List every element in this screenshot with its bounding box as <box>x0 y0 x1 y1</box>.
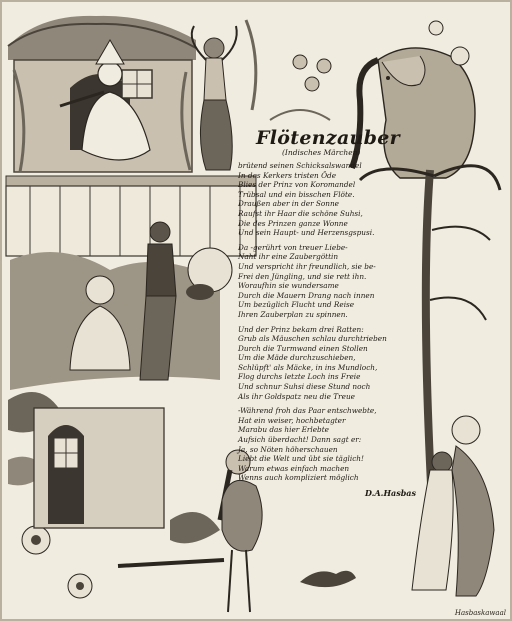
prince-tower-scene <box>8 16 196 172</box>
poem-line: Warum etwas einfach machen <box>238 463 350 473</box>
stanza-4 <box>238 406 438 483</box>
poem-line: Durch die Mauern Drang nach innen <box>238 290 375 300</box>
artist-signature: Hasbaskawaal <box>454 609 506 617</box>
poem-line: Und der Prinz bekam drei Ratten: <box>238 324 364 334</box>
balcony-railing <box>6 176 256 256</box>
poem-block <box>238 128 438 548</box>
dancing-girl <box>192 26 237 170</box>
small-bird <box>300 571 356 587</box>
poem-signature: D.A.Hasbas <box>365 488 416 498</box>
poem-line: Grub als Mäuschen schlau durchtrieben <box>238 334 387 344</box>
poem-line: Naht ihr eine Zaubergöttin <box>238 252 339 262</box>
poem-subtitle: (Indisches Märchen) <box>282 148 361 157</box>
poem-line: Liebt die Welt und übt sie täglich! <box>238 454 364 464</box>
poem-line: Frei den Jüngling, und sie rett ihn. <box>238 271 367 281</box>
poem-line: Durch die Turmwand einen Stollen <box>238 343 368 353</box>
stanza-2 <box>238 243 438 320</box>
poem-line: Um bezüglich Flucht und Reise <box>238 300 355 310</box>
poem-line: Blies der Prinz von Koromandel <box>238 180 356 190</box>
poem-line: Und sein Haupt- und Herzensgspusi. <box>238 228 375 238</box>
flute <box>118 560 224 566</box>
poem-line: Flog durchs letzte Loch ins Freie <box>238 372 361 382</box>
poem-line: Marabu das hier Erlebte <box>238 425 329 435</box>
stanza-1 <box>238 161 438 238</box>
poem-line: brütend seinen Schicksalswandel <box>238 161 362 170</box>
poem-line: Ja, so Nöten höherschauen <box>238 444 338 454</box>
stanza-3 <box>238 325 438 402</box>
poem-line: Da -gerührt von treuer Liebe- <box>238 242 348 252</box>
poem-line: Draußen aber in der Sonne <box>238 199 340 209</box>
poem-line: Wenns auch kompliziert möglich <box>238 473 359 483</box>
poem-title: Flötenzauber <box>256 127 400 149</box>
poem-line: In des Kerkers tristen Öde <box>238 170 337 180</box>
poem-line: Raufst ihr Haar die schöne Suhsi, <box>238 208 363 218</box>
poem-line: Woraufhin sie wundersame <box>238 281 339 291</box>
poem-line: Um die Mäde durchzuschieben, <box>238 353 356 363</box>
poem-line: Als ihr Goldspatz neu die Treue <box>238 391 355 401</box>
poem-line: Schlüpft' als Mäcke, in ins Mundloch, <box>238 362 378 372</box>
poem-line: Und verspricht ihr freundlich, sie be- <box>238 261 376 271</box>
poem-line: Und schnur Suhsi diese Stund noch <box>238 382 371 392</box>
poem-line: Aufsich überdacht! Dann sagt er: <box>238 435 362 445</box>
poem-line: Hat ein weiser, hochbetagter <box>238 415 346 425</box>
poem-line: Ihren Zauberplan zu spinnen. <box>238 309 348 319</box>
poem-line: Trübsal und ein bisschen Flöte. <box>238 189 355 199</box>
lower-tower <box>34 408 164 528</box>
poem-line: Die des Prinzen ganze Wonne <box>238 218 348 228</box>
poem-line: -Während froh das Paar entschwebte, <box>238 406 377 416</box>
